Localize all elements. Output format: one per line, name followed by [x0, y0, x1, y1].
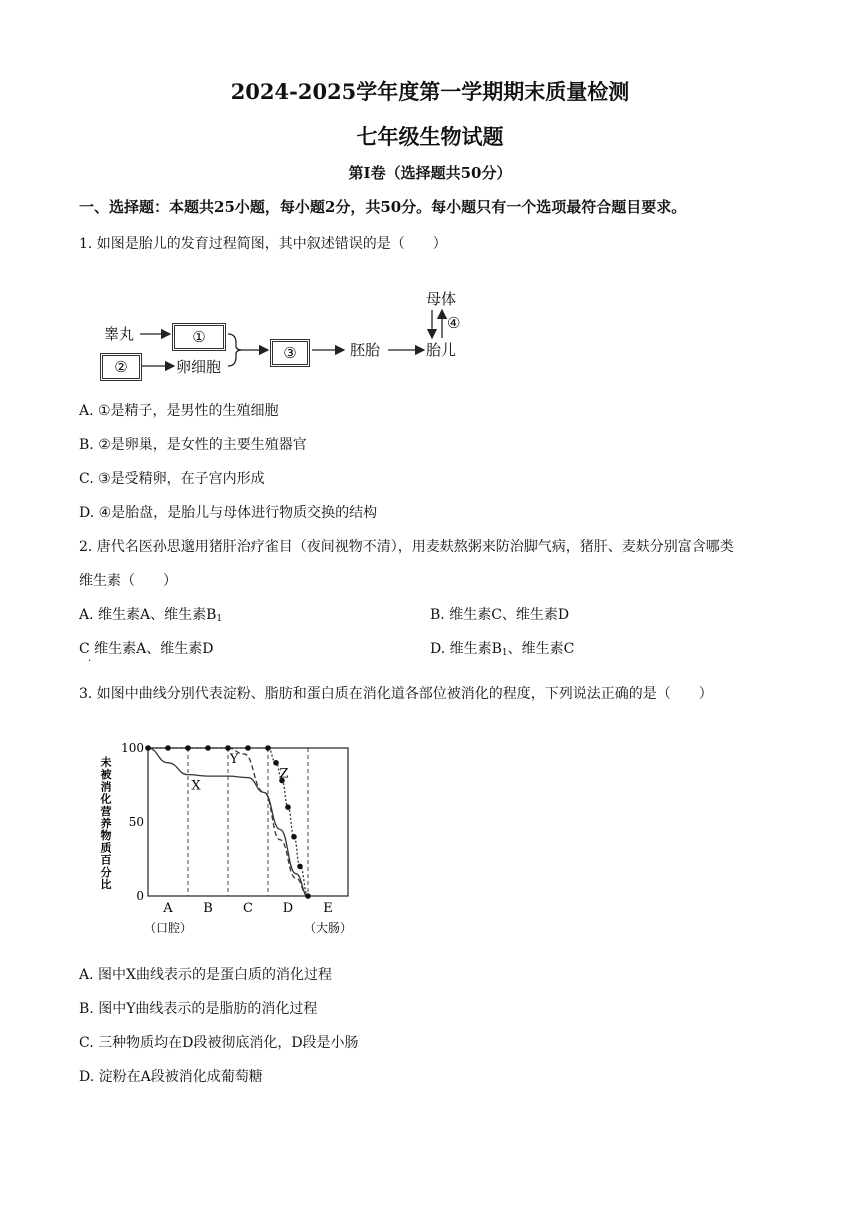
q1-option-d[interactable]: D. ④是胎盘，是胎儿与母体进行物质交换的结构 — [79, 505, 378, 521]
y-tick-label: 50 — [128, 815, 144, 829]
y-axis-label-char: 物 — [100, 829, 112, 843]
section-heading: 一、选择题：本题共25小题，每小题2分，共50分。每小题只有一个选项最符合题目要求。 — [79, 198, 687, 216]
q3-stem: 3. 如图中曲线分别代表淀粉、脂肪和蛋白质在消化道各部位被消化的程度，下列说法正确的是（ ） — [79, 686, 713, 702]
series-point-z — [297, 864, 303, 870]
x-tick-label: D — [282, 901, 294, 916]
exam-title: 2024-2025学年度第一学期期末质量检测 — [230, 79, 630, 104]
q2-stem-line1: 2. 唐代名医孙思邈用猪肝治疗雀目（夜间视物不清），用麦麸熬粥来防治脚气病，猪肝、麦麸分别富含哪类 — [79, 539, 734, 555]
dot-mark: · — [88, 656, 92, 667]
box-3-label: ③ — [272, 341, 308, 365]
embryo-label: 胚胎 — [350, 341, 381, 359]
testis-label: 睾丸 — [104, 325, 135, 343]
mother-label: 母体 — [426, 290, 457, 308]
series-point-z — [265, 745, 271, 751]
series-point-z — [205, 745, 211, 751]
q2-option-d[interactable] — [430, 638, 574, 658]
y-axis-label-char: 百 — [100, 853, 112, 867]
q2-stem-line2: 维生素（ ） — [79, 573, 177, 589]
digestion-chart — [90, 730, 390, 945]
series-point-z — [273, 760, 279, 766]
x-tick-label: C — [243, 901, 253, 916]
egg-label: 卵细胞 — [176, 358, 222, 376]
series-point-z — [285, 804, 291, 810]
y-axis-label-char: 未 — [100, 756, 112, 769]
series-point-z — [305, 893, 311, 899]
box-3 — [270, 339, 310, 367]
q2-option-d-text: D. 维生素B — [430, 641, 502, 657]
q2-option-b[interactable]: B. 维生素C、维生素D — [430, 607, 570, 623]
y-axis-label-char: 营 — [100, 804, 112, 818]
q2-option-c[interactable]: C 维生素A、维生素D — [79, 641, 214, 657]
label-4: ④ — [447, 314, 461, 332]
series-point-z — [225, 745, 231, 751]
fetus-label: 胎儿 — [426, 341, 457, 359]
series-point-z — [185, 745, 191, 751]
y-axis-label-char: 消 — [100, 780, 112, 794]
series-point-z — [145, 745, 151, 751]
q1-option-b[interactable]: B. ②是卵巢，是女性的主要生殖器官 — [79, 437, 307, 453]
y-axis-label-char: 分 — [100, 865, 112, 879]
q2-option-a-text: A. 维生素A、维生素B — [79, 607, 217, 623]
box-1 — [172, 323, 226, 351]
q3-option-c[interactable]: C. 三种物质均在D段被彻底消化，D段是小肠 — [79, 1035, 359, 1051]
x-tick-label: A — [163, 901, 173, 916]
x-tick-note: （口腔） — [143, 921, 193, 935]
y-tick-label: 0 — [136, 889, 144, 903]
y-axis-label-char: 养 — [100, 817, 112, 830]
exam-subtitle: 七年级生物试题 — [356, 124, 504, 149]
series-point-z — [291, 834, 297, 840]
q3-option-a[interactable]: A. 图中X曲线表示的是蛋白质的消化过程 — [79, 967, 332, 983]
box-1-label: ① — [174, 325, 224, 349]
plot-frame — [148, 748, 348, 896]
series-label-y: Y — [229, 751, 239, 767]
q1-stem: 1. 如图是胎儿的发育过程简图，其中叙述错误的是（ ） — [79, 236, 447, 252]
series-point-z — [165, 745, 171, 751]
q2-option-a-sub: 1 — [216, 614, 223, 624]
q2-option-d-tail: 、维生素C — [507, 641, 575, 657]
x-tick-note: （大肠） — [303, 921, 353, 935]
series-point-z — [245, 745, 251, 751]
box-2-label: ② — [102, 355, 140, 379]
y-axis-label-char: 比 — [100, 878, 112, 891]
q2-option-d-sub: 1 — [501, 648, 508, 658]
series-label-z: Z — [279, 766, 289, 782]
part-title: 第Ⅰ卷（选择题共50分） — [348, 164, 512, 182]
q1-option-c[interactable]: C. ③是受精卵，在子宫内形成 — [79, 471, 265, 487]
x-tick-label: E — [323, 901, 333, 916]
q1-option-a[interactable]: A. ①是精子，是男性的生殖细胞 — [79, 403, 279, 419]
series-label-x: X — [191, 778, 201, 794]
y-axis-label-char: 质 — [100, 841, 112, 855]
q2-option-a[interactable] — [79, 604, 222, 624]
y-tick-label: 100 — [121, 741, 144, 755]
q3-option-d[interactable]: D. 淀粉在A段被消化成葡萄糖 — [79, 1069, 263, 1085]
x-tick-label: B — [203, 901, 213, 916]
box-2 — [100, 353, 142, 381]
brace — [228, 334, 242, 366]
y-axis-label-char: 被 — [100, 768, 112, 782]
y-axis-label-char: 化 — [100, 792, 112, 806]
q3-option-b[interactable]: B. 图中Y曲线表示的是脂肪的消化过程 — [79, 1001, 318, 1017]
